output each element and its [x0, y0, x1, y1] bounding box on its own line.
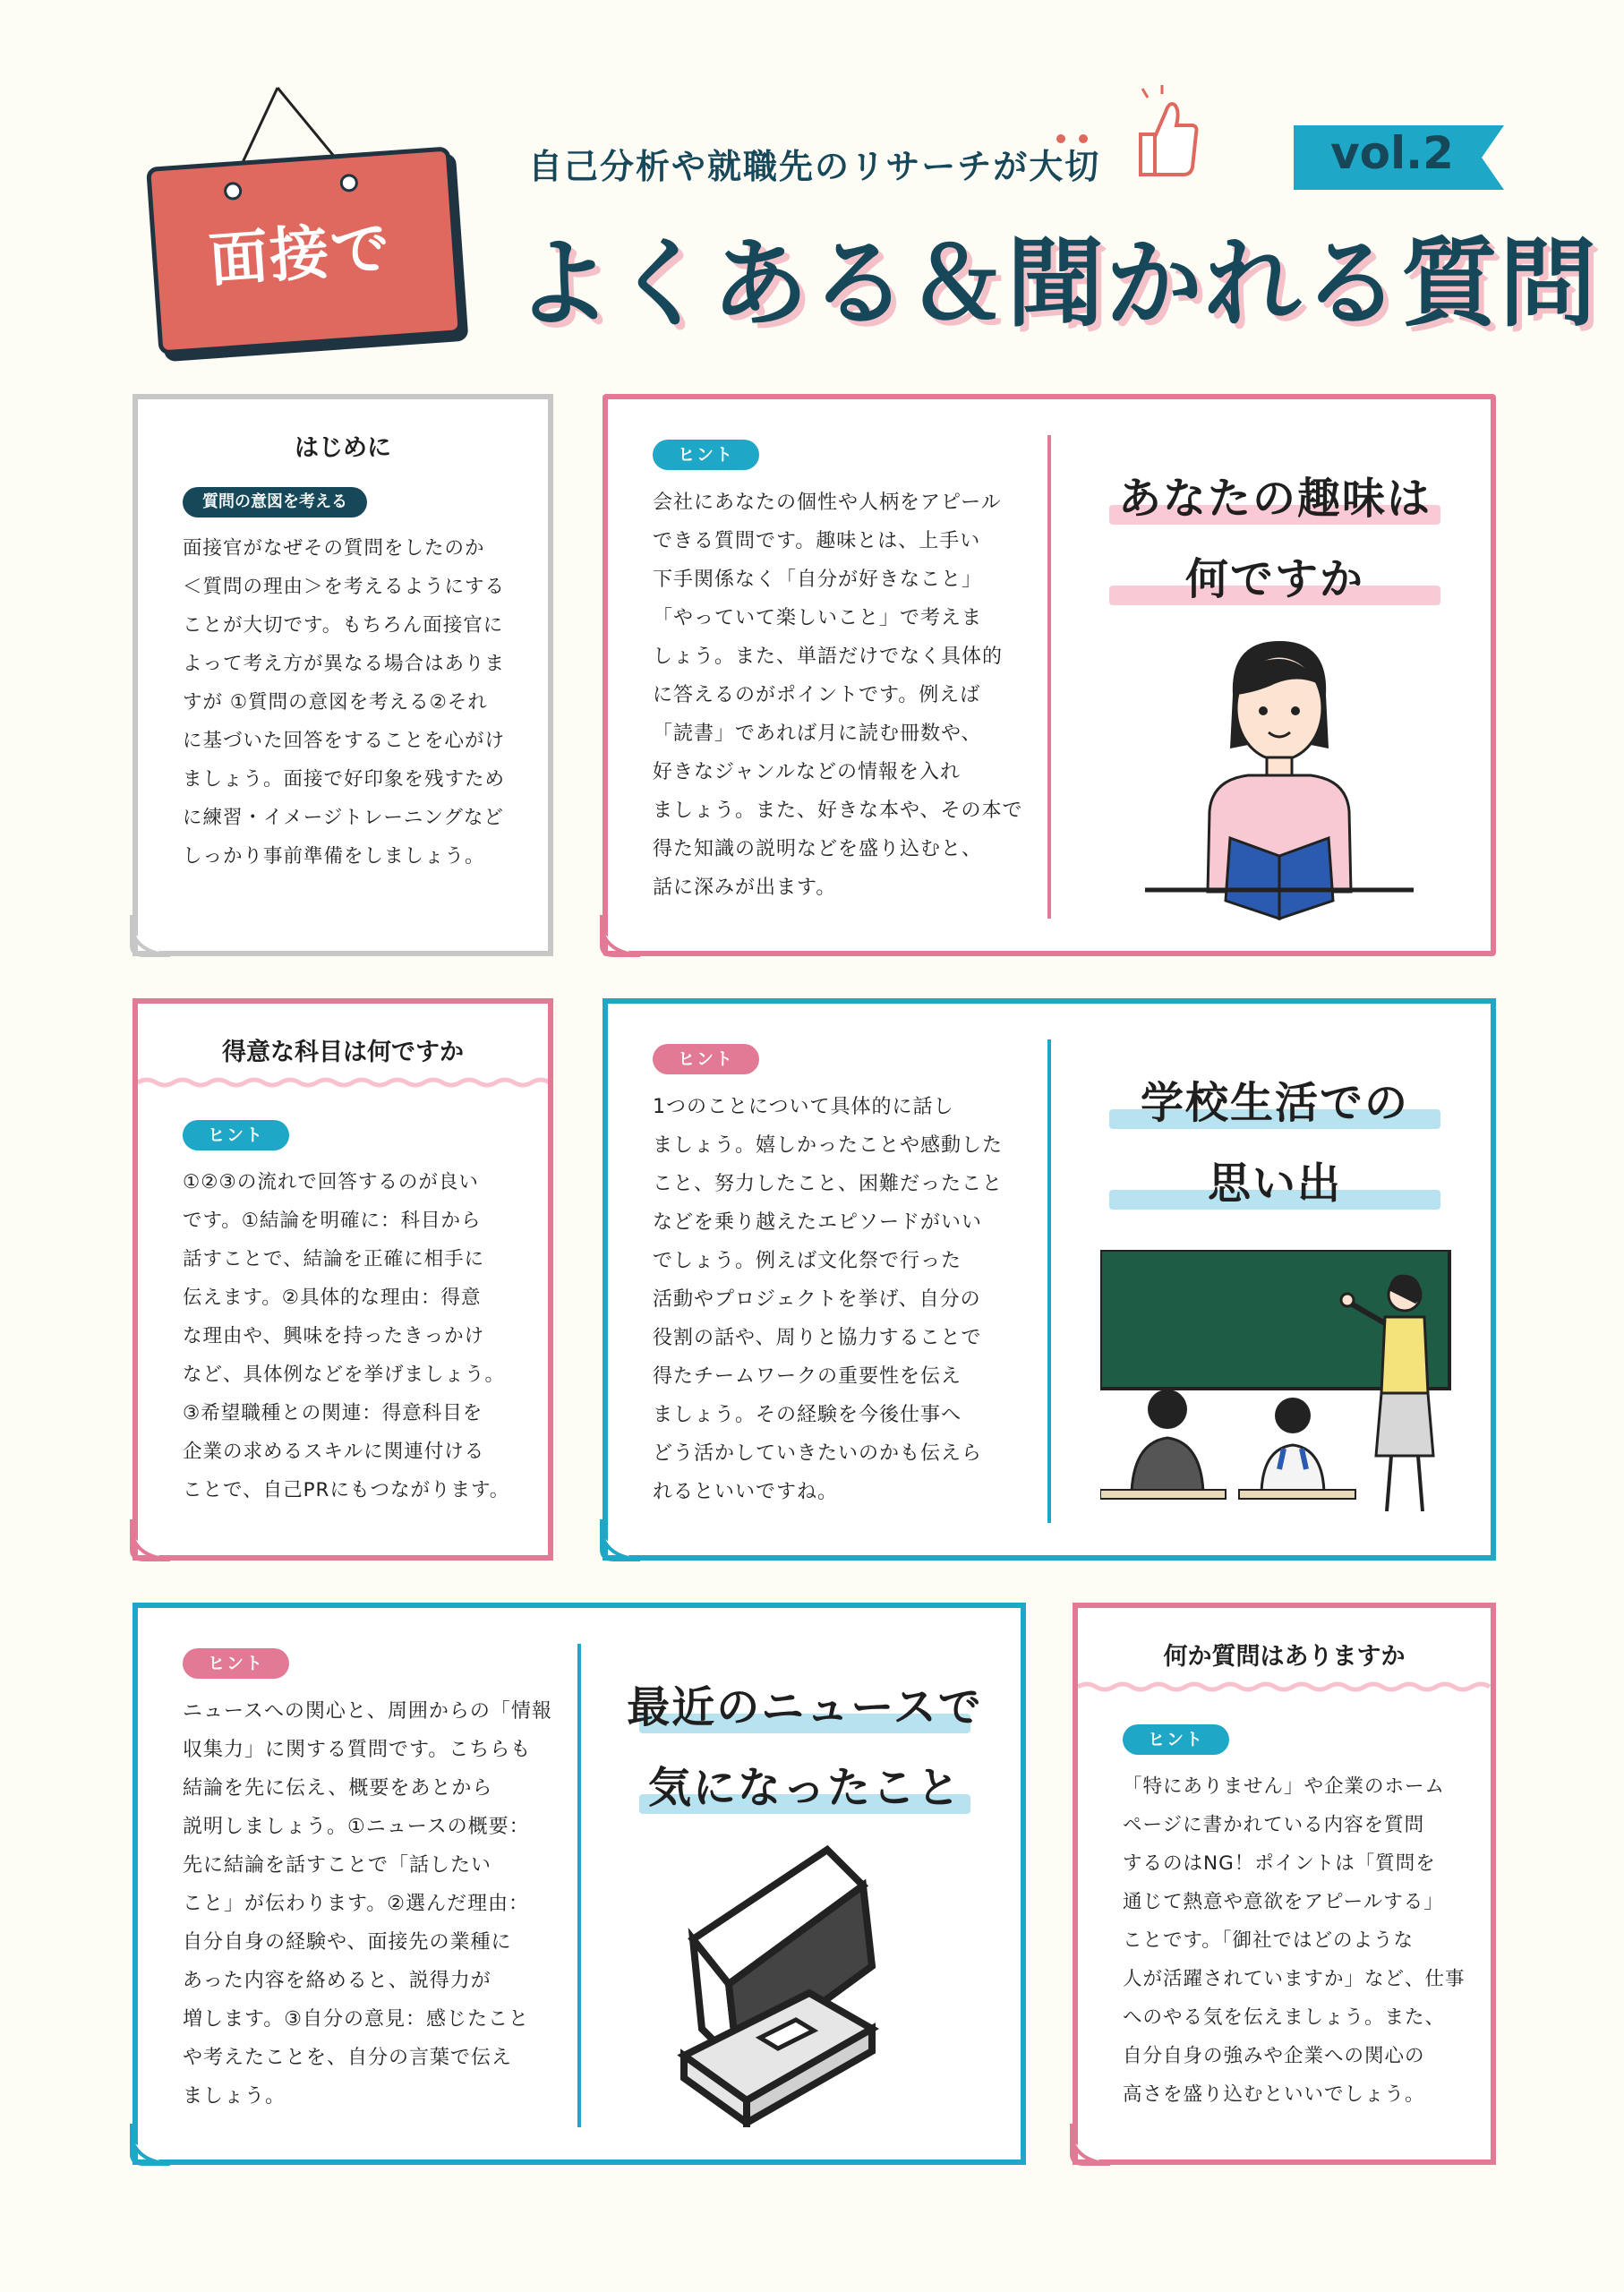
- question-wavy-divider: [1078, 1681, 1491, 1692]
- hobby-book-spine: [1047, 435, 1051, 919]
- school-tag: ヒント: [653, 1044, 759, 1074]
- news-book-spine: [577, 1644, 581, 2127]
- news-panel: [132, 1603, 1026, 2165]
- question-heading: 何か質問はありますか: [1163, 1643, 1406, 1671]
- subject-heading: 得意な科目は何ですか: [222, 1039, 464, 1066]
- school-title-line2: 思い出: [1207, 1159, 1342, 1209]
- sign-text: 面接で: [206, 213, 394, 295]
- intro-panel: [132, 394, 553, 956]
- subject-tag: ヒント: [183, 1120, 289, 1150]
- question-tag: ヒント: [1123, 1724, 1229, 1755]
- hobby-title-line2: 何ですか: [1184, 554, 1364, 604]
- sign-hole-right: [339, 174, 358, 192]
- school-body: 1つのことについて具体的に話し ましょう。嬉しかったことや感動した こと、努力したこと、困難だったこと などを乗り越えたエピソードがいい でしょう。例えば文化祭で行った 活動やプロジェクトを挙げ、自分の 役割の話や、周りと協力することで 得たチームワークの重要性を伝え ましょう。その経験を今後仕事へ どう活かしていきたいのかも伝えら れるといいですね。: [653, 1096, 1004, 1503]
- news-title-line2: 気になったこと: [647, 1763, 962, 1813]
- hobby-panel: [603, 394, 1496, 956]
- reading-person-illustration: [1145, 632, 1414, 928]
- header-title: よくある＆聞かれる質問: [515, 228, 1599, 340]
- classroom-illustration: [1100, 1250, 1458, 1527]
- page-curl-question: [1067, 2124, 1110, 2167]
- intro-body: 面接官がなぜその質問をしたのか ＜質問の理由＞を考えるようにする ことが大切です。もちろん面接官に よって考え方が異なる場合はありま すが ①質問の意図を考える②それ に基づいた回答をすることを心がけ ましょう。面接で好印象を残すため に練習・イメージトレーニングなど しっかり事前準備をしましょう。: [183, 537, 506, 868]
- page-curl-subject: [127, 1519, 170, 1562]
- news-title-line1: 最近のニュースで: [627, 1682, 983, 1732]
- school-title-line1: 学校生活での: [1140, 1078, 1409, 1128]
- school-panel: [603, 998, 1496, 1561]
- accent-dot-1: [1056, 134, 1065, 143]
- intro-heading: はじめに: [295, 434, 391, 462]
- subject-wavy-divider: [138, 1077, 548, 1088]
- question-panel: [1073, 1603, 1496, 2165]
- hobby-title-line1: あなたの趣味は: [1117, 474, 1432, 524]
- intro-tag: 質問の意図を考える: [183, 487, 367, 517]
- vol-label: vol.2: [1330, 127, 1454, 179]
- school-book-spine: [1047, 1039, 1051, 1523]
- header: [0, 0, 1624, 376]
- page-curl-school: [597, 1519, 640, 1562]
- page-curl-intro: [127, 915, 170, 958]
- sign-hole-left: [223, 182, 242, 201]
- subject-body: ①②③の流れで回答するのが良い です。①結論を明確に：科目から 話すことで、結論を正確に相手に 伝えます。②具体的な理由：得意 な理由や、興味を持ったきっかけ など、具体例などを挙げましょう。 ③希望職種との関連：得意科目を 企業の求めるスキルに関連付ける ことで、自己PRにもつながります。: [183, 1171, 510, 1501]
- page-curl-hobby: [597, 915, 640, 958]
- header-subtitle: 自己分析や就職先のリサーチが大切: [528, 147, 1101, 186]
- accent-dot-2: [1079, 134, 1088, 143]
- hobby-body: 会社にあなたの個性や人柄をアピール できる質問です。趣味とは、上手い 下手関係なく「自分が好きなこと」 「やっていて楽しいこと」で考えま しょう。また、単語だけでなく具体的 に答えるのがポイントです。例えば 「読書」であれば月に読む冊数や、 好きなジャンルなどの情報を入れ ましょう。また、好きな本や、その本で 得た知識の説明などを盛り込むと、 話に深みが出ます。: [653, 492, 1023, 899]
- question-body: 「特にありません」や企業のホーム ページに書かれている内容を質問 するのはNG！ポイントは「質問を 通じて熱意や意欲をアピールする」 ことです。「御社ではどのような 人が活躍されていますか」など、仕事 へのやる気を伝えましょう。また、 自分自身の強みや企業への関心の 高さを盛り込むといいでしょう。: [1123, 1775, 1466, 2106]
- page-curl-news: [127, 2124, 170, 2167]
- thumbs-up-icon: [1128, 85, 1200, 184]
- news-body: ニュースへの関心と、周囲からの「情報 収集力」に関する質問です。こちらも 結論を先に伝え、概要をあとから 説明しましょう。①ニュースの概要： 先に結論を話すことで「話したい こと」が伝わります。②選んだ理由： 自分自身の経験や、面接先の業種に あった内容を絡めると、説得力が 増します。③自分の意見：感じたこと や考えたことを、自分の言葉で伝え ましょう。: [183, 1700, 552, 2108]
- subject-panel: [132, 998, 553, 1561]
- tv-illustration: [675, 1832, 944, 2127]
- hobby-tag: ヒント: [653, 440, 759, 470]
- hanging-sign: [146, 146, 463, 355]
- news-tag: ヒント: [183, 1648, 289, 1679]
